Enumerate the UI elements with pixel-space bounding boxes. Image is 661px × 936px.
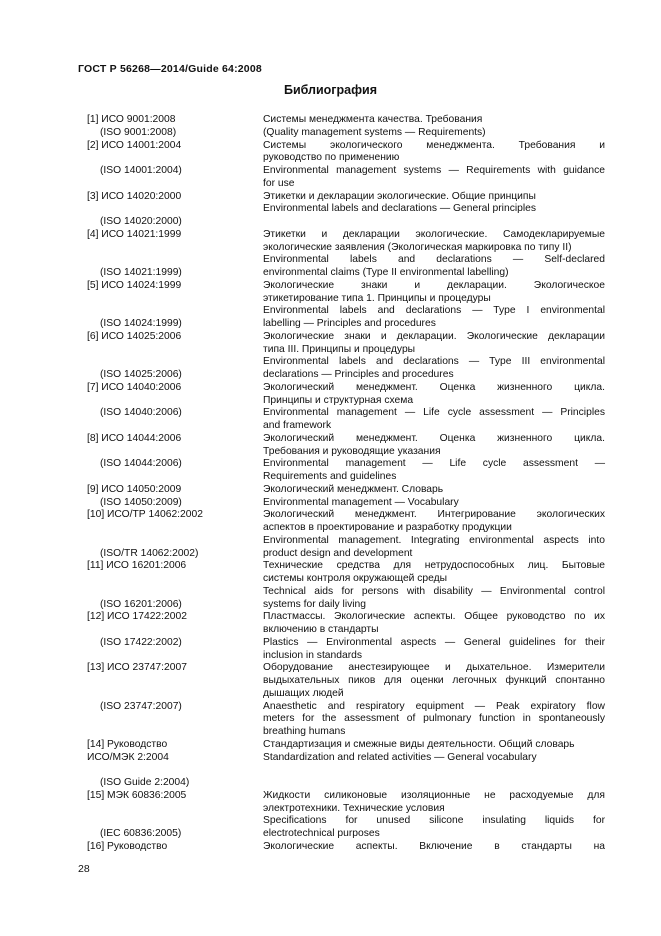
reference-code: [7] ИСО 14040:2006	[87, 381, 182, 393]
reference-code-original: (ISO 14050:2009)	[100, 496, 182, 508]
reference-code-original: (ISO 14021:1999)	[100, 267, 182, 278]
reference-title: Plastics — Environmental aspects — General guidelines for their	[263, 636, 605, 648]
reference-code-original: (ISO 9001:2008)	[100, 126, 177, 138]
reference-code-original: (ISO 14040:2006)	[100, 407, 182, 419]
reference-code-original: (ISO/TR 14062:2002)	[100, 547, 199, 559]
reference-code-original: (ISO 16201:2006)	[100, 598, 182, 610]
reference-title: дышащих людей	[263, 687, 344, 699]
reference-title: Оборудование анестезирующее и дыхательное. Измерители	[263, 662, 605, 674]
reference-title: Environmental labels and declarations — General principles	[263, 203, 537, 215]
bibliography-title: Библиография	[283, 83, 378, 97]
reference-title: Specifications for unused silicone insulating liquids for	[263, 815, 605, 827]
reference-code: [6] ИСО 14025:2006	[87, 330, 182, 342]
reference-title: Пластмассы. Экологические аспекты. Общее руководство по их	[263, 611, 605, 623]
reference-title: Экологический менеджмент. Оценка жизненного цикла.	[263, 381, 605, 393]
reference-code-original: (ISO 23747:2007)	[100, 700, 182, 712]
reference-title: breathing humans	[263, 726, 346, 737]
reference-code-original: (ISO 17422:2002)	[100, 636, 182, 648]
reference-title: Environmental management — Vocabulary	[263, 496, 459, 508]
reference-title: Стандартизация и смежные виды деятельности. Общий словарь	[263, 738, 575, 750]
reference-title: Экологический менеджмент. Интегрирование экологических	[263, 509, 605, 521]
reference-title: Anaesthetic and respiratory equipment — Peak expiratory flow	[263, 700, 605, 712]
document-header: ГОСТ Р 56268—2014/Guide 64:2008	[78, 63, 262, 75]
reference-code: [4] ИСО 14021:1999	[87, 228, 182, 240]
reference-title: Экологический менеджмент. Оценка жизненного цикла.	[263, 432, 605, 444]
reference-title: Environmental management — Life cycle assessment — Principles	[263, 407, 605, 419]
reference-title: product design and development	[263, 547, 413, 559]
reference-code: [5] ИСО 14024:1999	[87, 279, 182, 291]
reference-code-original: (ISO 14020:2000)	[100, 216, 182, 227]
reference-title: электротехники. Технические условия	[263, 802, 445, 814]
reference-title: for use	[263, 177, 295, 189]
reference-code: [2] ИСО 14001:2004	[87, 139, 182, 151]
reference-title: inclusion in standards	[263, 649, 363, 661]
reference-code-original: (ISO 14044:2006)	[100, 458, 182, 470]
reference-code: [3] ИСО 14020:2000	[87, 190, 182, 202]
reference-title: Environmental labels and declarations — Self-declared	[263, 254, 605, 266]
reference-title: Экологические знаки и декларации. Экологические декларации	[263, 330, 605, 342]
reference-title: Технические средства для нетрудоспособных лиц. Бытовые	[263, 560, 605, 572]
reference-title: Этикетки и декларации экологические. Общие принципы	[263, 190, 536, 202]
reference-title: Системы менеджмента качества. Требования	[263, 114, 483, 125]
reference-title: electrotechnical purposes	[263, 828, 380, 839]
reference-code: [10] ИСО/ТР 14062:2002	[87, 509, 203, 521]
reference-code: [11] ИСО 16201:2006	[87, 560, 187, 572]
reference-code: [12] ИСО 17422:2002	[87, 611, 187, 623]
reference-code: [16] Руководство	[87, 840, 168, 852]
reference-title: системы контроля окружающей среды	[263, 573, 448, 584]
reference-title: Environmental management systems — Requirements with guidance	[263, 165, 605, 176]
reference-title: Environmental labels and declarations — Type III environmental	[263, 356, 605, 368]
reference-title: Technical aids for persons with disability — Environmental control	[263, 585, 605, 597]
reference-title: Системы экологического менеджмента. Требования и	[263, 139, 605, 151]
reference-title: systems for daily living	[263, 598, 366, 610]
reference-title: Жидкости силиконовые изоляционные не расходуемые для	[263, 789, 605, 801]
reference-code-original: (ISO 14024:1999)	[100, 318, 182, 329]
reference-title: Этикетки и декларации экологические. Самодекларируемые	[263, 228, 605, 240]
reference-title: Standardization and related activities — General vocabulary	[263, 751, 537, 763]
reference-title: Environmental management. Integrating environmental aspects into	[263, 534, 605, 546]
reference-title: (Quality management systems — Requirements)	[263, 126, 486, 138]
reference-code: [9] ИСО 14050:2009	[87, 483, 182, 495]
reference-code-original: (ISO 14025:2006)	[100, 369, 182, 380]
reference-code: [8] ИСО 14044:2006	[87, 432, 182, 444]
reference-code: [14] Руководство	[87, 738, 168, 750]
reference-code: [1] ИСО 9001:2008	[87, 114, 176, 125]
reference-title: and framework	[263, 420, 332, 431]
reference-title: declarations — Principles and procedures	[263, 369, 454, 380]
reference-code-original: (ISO 14001:2004)	[100, 165, 182, 176]
reference-title: Принципы и структурная схема	[263, 394, 414, 406]
reference-code: [13] ИСО 23747:2007	[87, 662, 187, 674]
reference-code-original: (IEC 60836:2005)	[100, 828, 182, 839]
reference-title: Requirements and guidelines	[263, 471, 397, 482]
reference-title: Экологические аспекты. Включение в стандарты на	[263, 840, 605, 852]
reference-code: ИСО/МЭК 2:2004	[87, 751, 169, 763]
page-number: 28	[78, 863, 90, 875]
reference-title: этикетирование типа 1. Принципы и процедуры	[263, 292, 491, 304]
reference-title: выдыхательных пиков для оценки легочных функций спонтанно	[263, 675, 605, 686]
reference-title: labelling — Principles and procedures	[263, 318, 436, 329]
reference-title: Environmental management — Life cycle assessment —	[263, 458, 605, 470]
reference-title: Environmental labels and declarations — Type I environmental	[263, 305, 605, 317]
reference-code: [15] МЭК 60836:2005	[87, 789, 187, 801]
reference-title: экологические заявления (Экологическая маркировка по типу II)	[263, 241, 572, 253]
reference-title: Требования и руководящие указания	[263, 445, 441, 457]
reference-title: аспектов в проектирование и разработку продукции	[263, 522, 512, 533]
reference-title: руководство по применению	[263, 152, 400, 164]
reference-title: environmental claims (Type II environmental labelling)	[263, 267, 509, 278]
reference-title: включению в стандарты	[263, 624, 379, 635]
reference-title: Экологические знаки и декларации. Экологическое	[263, 279, 605, 291]
reference-code-original: (ISO Guide 2:2004)	[100, 777, 190, 788]
reference-title: типа III. Принципы и процедуры	[263, 343, 416, 355]
reference-title: meters for the assessment of pulmonary function in spontaneously	[263, 713, 605, 725]
reference-title: Экологический менеджмент. Словарь	[263, 483, 444, 495]
